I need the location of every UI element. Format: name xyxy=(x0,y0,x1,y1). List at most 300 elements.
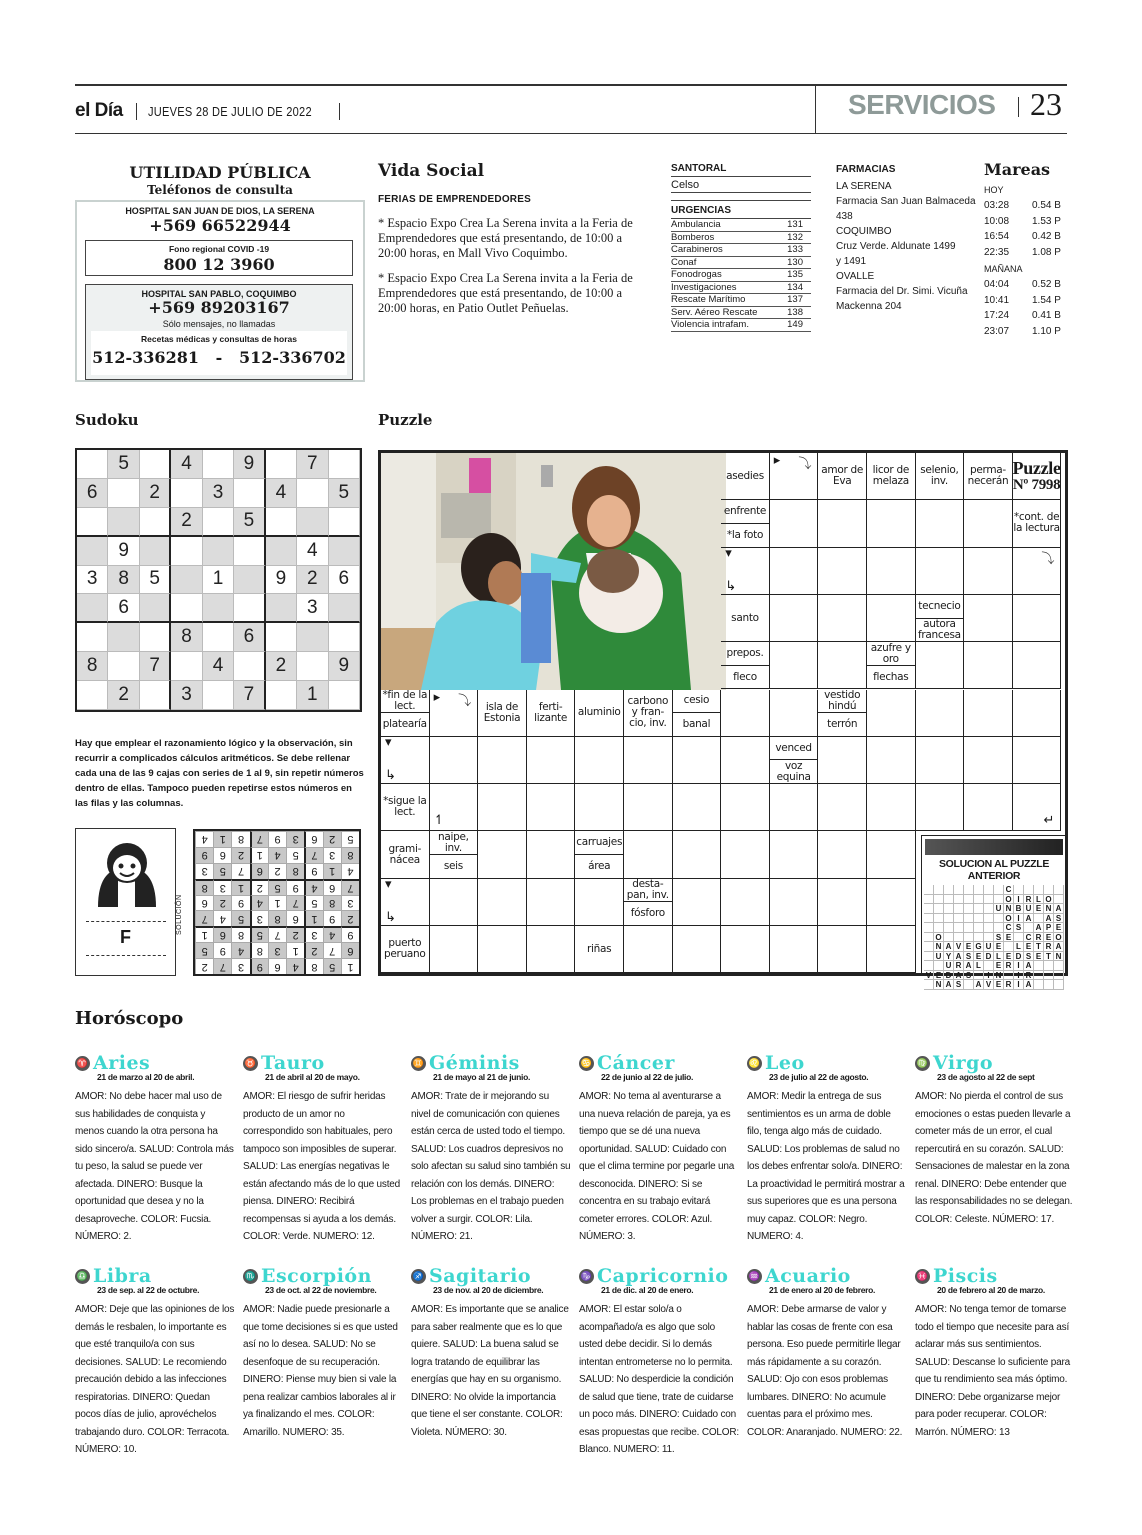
answer-cell[interactable] xyxy=(818,595,867,642)
hospital-pablo-phone: +569 89203167 xyxy=(148,298,290,317)
urgencia-row xyxy=(671,282,811,295)
urgencia-name: Ambulancia xyxy=(671,219,721,230)
hospital-serena-label: HOSPITAL SAN JUAN DE DIOS, LA SERENA xyxy=(125,206,315,216)
solution-letter: D xyxy=(984,952,994,962)
sudoku-cell[interactable] xyxy=(329,450,360,479)
farmacia-line: Farmacia del Dr. Simi. Vicuña xyxy=(836,286,968,297)
answer-cell[interactable] xyxy=(916,642,965,689)
arrow-down-icon: ⤵ xyxy=(1041,551,1055,567)
sudoku-cell[interactable]: 6 xyxy=(329,566,360,595)
sudoku-cell[interactable] xyxy=(77,537,108,566)
sudoku-cell[interactable] xyxy=(203,594,234,623)
covid-label: Fono regional COVID -19 xyxy=(168,244,270,254)
solution-letter xyxy=(964,895,974,905)
clue-fertilizante: ferti-lizante xyxy=(527,690,576,737)
sudoku-cell[interactable] xyxy=(329,508,360,537)
answer-cell[interactable] xyxy=(624,926,673,973)
sudoku-cell[interactable] xyxy=(297,652,328,681)
sudoku-cell[interactable]: 7 xyxy=(234,681,265,710)
sign-text: AMOR: El estar solo/a o acompañado/a es algo que solo usted debe decidir. Si lo demás intentan entrometerse no lo permita. SALUD: No desperdicie la condición de salud que tiene, trate de cuidarse un poco más. DINERO: Cuidado con esas propuestas que recibe. COLOR: Blanco. NUMERO: 11. xyxy=(579,1304,739,1455)
solution-letter xyxy=(1054,885,1064,895)
solution-letter xyxy=(1004,942,1014,952)
sudoku-cell[interactable]: 2 xyxy=(297,566,328,595)
header-divider xyxy=(815,85,816,134)
zodiac-icon: ♍ xyxy=(915,1056,930,1071)
solution-cell: 9 xyxy=(231,895,249,911)
sudoku-cell[interactable] xyxy=(329,537,360,566)
answer-cell[interactable] xyxy=(818,926,867,973)
urgencia-number: 149 xyxy=(787,319,803,330)
sudoku-cell[interactable] xyxy=(297,623,328,652)
utilidad-title: UTILIDAD PÚBLICA xyxy=(129,163,311,182)
sudoku-cell[interactable]: 4 xyxy=(203,652,234,681)
sudoku-cell[interactable]: 3 xyxy=(171,681,202,710)
answer-cell[interactable] xyxy=(867,500,916,547)
solution-letter: A xyxy=(1024,980,1034,990)
solution-cell: 3 xyxy=(304,926,322,942)
answer-cell[interactable] xyxy=(381,734,430,784)
tide-time: 10:08 xyxy=(984,215,1010,227)
answer-cell[interactable] xyxy=(818,642,867,689)
solution-letter: S xyxy=(954,980,964,990)
sudoku-cell[interactable] xyxy=(203,508,234,537)
answer-cell[interactable] xyxy=(721,545,770,595)
solution-letter xyxy=(994,895,1004,905)
tide-value: 0.42 B xyxy=(1032,231,1061,242)
solution-cell: 2 xyxy=(231,847,249,863)
answer-cell[interactable] xyxy=(430,690,479,737)
sudoku-cell[interactable] xyxy=(171,537,202,566)
answer-cell[interactable] xyxy=(430,879,479,926)
solution-cell: 8 xyxy=(268,910,286,926)
answer-cell[interactable] xyxy=(527,784,576,831)
solution-letter: A xyxy=(954,971,964,981)
solution-letter: P xyxy=(1044,923,1054,933)
sudoku-cell[interactable] xyxy=(108,652,139,681)
solution-cell: 2 xyxy=(213,895,231,911)
sudoku-cell[interactable] xyxy=(108,508,139,537)
answer-cell[interactable] xyxy=(818,500,867,547)
arrow-corner-right-icon: ↳ xyxy=(725,578,737,594)
answer-cell[interactable] xyxy=(867,879,916,926)
sudoku-cell[interactable]: 8 xyxy=(108,566,139,595)
sudoku-cell[interactable] xyxy=(77,623,108,652)
answer-cell[interactable] xyxy=(381,876,430,926)
answer-cell[interactable] xyxy=(721,690,770,737)
sudoku-cell[interactable]: 9 xyxy=(266,566,297,595)
sudoku-cell[interactable]: 1 xyxy=(297,681,328,710)
answer-cell[interactable] xyxy=(770,500,819,547)
sudoku-cell[interactable] xyxy=(203,537,234,566)
solution-cell: 7 xyxy=(286,895,304,911)
answer-cell[interactable] xyxy=(867,831,916,878)
solution-letter xyxy=(1014,885,1024,895)
solution-cell: 1 xyxy=(286,942,304,958)
answer-cell[interactable] xyxy=(624,831,673,878)
answer-cell[interactable] xyxy=(818,784,867,831)
solution-cell: 1 xyxy=(231,879,249,895)
tide-value: 0.52 B xyxy=(1032,279,1061,290)
answer-cell[interactable] xyxy=(867,548,916,595)
answer-cell[interactable] xyxy=(721,879,770,926)
sudoku-cell[interactable] xyxy=(234,652,265,681)
answer-cell[interactable] xyxy=(964,737,1013,784)
solution-letter: E xyxy=(1054,923,1064,933)
answer-cell[interactable] xyxy=(478,737,527,784)
vida-social-subtitle: FERIAS DE EMPRENDEDORES xyxy=(378,194,531,205)
solution-letter xyxy=(1014,933,1024,943)
sudoku-cell[interactable]: 2 xyxy=(108,681,139,710)
answer-cell[interactable] xyxy=(867,784,916,831)
answer-cell[interactable] xyxy=(478,926,527,973)
farmacia-line: Mackenna 204 xyxy=(836,301,902,312)
answer-cell[interactable] xyxy=(575,784,624,831)
sudoku-cell[interactable]: 4 xyxy=(171,450,202,479)
sudoku-cell[interactable]: 3 xyxy=(297,594,328,623)
solution-letter xyxy=(984,961,994,971)
answer-cell[interactable] xyxy=(1013,737,1062,784)
answer-cell[interactable] xyxy=(430,926,479,973)
sudoku-cell[interactable] xyxy=(171,566,202,595)
answer-cell[interactable] xyxy=(964,690,1013,737)
photo-vaccination-image xyxy=(381,453,726,690)
sudoku-cell[interactable] xyxy=(234,594,265,623)
sudoku-cell[interactable] xyxy=(140,681,171,710)
answer-cell[interactable] xyxy=(673,737,722,784)
solution-letter xyxy=(1034,885,1044,895)
answer-cell[interactable] xyxy=(770,548,819,595)
sudoku-cell[interactable] xyxy=(140,537,171,566)
solution-letter xyxy=(1044,961,1054,971)
answer-cell[interactable] xyxy=(770,642,819,689)
hospital-pablo-box xyxy=(85,284,353,380)
answer-cell[interactable] xyxy=(721,737,770,784)
solution-cell: 2 xyxy=(304,942,322,958)
sudoku-cell[interactable] xyxy=(77,594,108,623)
sign-name: Géminis xyxy=(429,1052,520,1074)
answer-cell[interactable] xyxy=(673,831,722,878)
solution-letter xyxy=(1004,971,1014,981)
solution-letter: N xyxy=(934,980,944,990)
solution-letter xyxy=(1024,885,1034,895)
solution-letter: E xyxy=(1044,933,1054,943)
sudoku-cell[interactable] xyxy=(297,479,328,508)
answer-cell[interactable] xyxy=(916,500,965,547)
clue-rinas: riñas xyxy=(575,926,624,973)
solution-letter: U xyxy=(1024,904,1034,914)
solution-letter xyxy=(1044,980,1054,990)
sudoku-cell[interactable]: 5 xyxy=(108,450,139,479)
sign-name: Leo xyxy=(765,1052,805,1074)
sudoku-cell[interactable]: 6 xyxy=(234,623,265,652)
solution-letter: E xyxy=(964,942,974,952)
sudoku-cell[interactable]: 7 xyxy=(297,450,328,479)
solution-letter: S xyxy=(1014,923,1024,933)
sudoku-cell[interactable] xyxy=(329,594,360,623)
answer-cell[interactable] xyxy=(430,737,479,784)
urgencia-number: 131 xyxy=(787,219,803,230)
sudoku-cell[interactable]: 9 xyxy=(234,450,265,479)
answer-cell[interactable] xyxy=(770,784,819,831)
sudoku-cell[interactable] xyxy=(203,450,234,479)
sudoku-cell[interactable]: 4 xyxy=(297,537,328,566)
sudoku-cell[interactable]: 5 xyxy=(329,479,360,508)
answer-cell[interactable] xyxy=(867,926,916,973)
answer-cell[interactable] xyxy=(1013,784,1062,831)
solution-cell: 3 xyxy=(323,847,341,863)
answer-cell[interactable] xyxy=(818,548,867,595)
sudoku-cell[interactable]: 8 xyxy=(171,623,202,652)
answer-cell[interactable] xyxy=(964,784,1013,831)
answer-cell[interactable] xyxy=(721,831,770,878)
sudoku-cell[interactable] xyxy=(203,623,234,652)
zodiac-icon: ♉ xyxy=(243,1056,258,1071)
solution-letter: E xyxy=(1034,904,1044,914)
solution-letter xyxy=(984,914,994,924)
clue-flechas: flechas xyxy=(867,666,916,690)
sign-dates: 21 de abril al 20 de mayo. xyxy=(265,1072,360,1082)
santoral-title: SANTORAL xyxy=(671,163,811,177)
tide-time: 03:28 xyxy=(984,200,1010,211)
answer-cell[interactable] xyxy=(1013,642,1062,689)
solution-letter xyxy=(964,904,974,914)
answer-cell[interactable] xyxy=(527,926,576,973)
sudoku-cell[interactable] xyxy=(77,681,108,710)
sudoku-cell[interactable] xyxy=(297,508,328,537)
clue-banal: banal xyxy=(673,713,722,737)
answer-cell[interactable] xyxy=(770,879,819,926)
answer-cell[interactable] xyxy=(673,784,722,831)
sudoku-cell[interactable] xyxy=(329,623,360,652)
arrow-up-corner-icon: ↿ xyxy=(433,813,445,829)
sudoku-cell[interactable]: 5 xyxy=(234,508,265,537)
solution-letter xyxy=(1034,971,1044,981)
solution-letter xyxy=(934,961,944,971)
answer-cell[interactable] xyxy=(721,784,770,831)
answer-cell[interactable] xyxy=(527,879,576,926)
answer-cell[interactable] xyxy=(673,926,722,973)
answer-cell[interactable] xyxy=(624,784,673,831)
sudoku-cell[interactable] xyxy=(266,537,297,566)
sudoku-cell[interactable] xyxy=(140,508,171,537)
answer-cell[interactable] xyxy=(964,642,1013,689)
solution-letter: V xyxy=(954,942,964,952)
sudoku-cell[interactable] xyxy=(171,652,202,681)
solution-cell: 2 xyxy=(341,910,359,926)
answer-cell[interactable] xyxy=(964,500,1013,547)
solution-cell: 4 xyxy=(268,847,286,863)
sudoku-cell[interactable] xyxy=(266,594,297,623)
sign-dates: 21 de dic. al 20 de enero. xyxy=(601,1285,694,1295)
answer-cell[interactable] xyxy=(430,784,479,831)
answer-cell[interactable] xyxy=(867,595,916,642)
answer-cell[interactable] xyxy=(575,737,624,784)
sudoku-cell[interactable] xyxy=(266,450,297,479)
urgencia-row xyxy=(671,269,811,282)
sign-name: Virgo xyxy=(933,1052,994,1074)
solution-letter: A xyxy=(1054,942,1064,952)
clue-carruajes: carruajes xyxy=(575,831,624,855)
solution-cell: 8 xyxy=(250,942,268,958)
solution-cell: 8 xyxy=(323,895,341,911)
page-number: 23 xyxy=(1030,86,1062,122)
sudoku-cell[interactable]: 2 xyxy=(266,652,297,681)
clue-plateria: platearía xyxy=(381,713,430,737)
solution-cell: 6 xyxy=(268,958,286,974)
sudoku-cell[interactable]: 4 xyxy=(266,479,297,508)
sudoku-cell[interactable]: 2 xyxy=(171,508,202,537)
sudoku-cell[interactable] xyxy=(108,623,139,652)
sudoku-cell[interactable] xyxy=(77,508,108,537)
urgencia-number: 134 xyxy=(787,281,803,293)
sudoku-cell[interactable] xyxy=(108,479,139,508)
solution-letter: B xyxy=(1014,904,1024,914)
answer-cell[interactable] xyxy=(673,879,722,926)
solution-cell: 9 xyxy=(286,879,304,895)
horoscope-sign-sagitario xyxy=(411,1265,571,1441)
sudoku-cell[interactable]: 3 xyxy=(203,479,234,508)
sudoku-cell[interactable] xyxy=(140,623,171,652)
solution-letter xyxy=(924,933,934,943)
arrow-down-small-icon: ▾ xyxy=(725,545,732,561)
sudoku-cell[interactable]: 6 xyxy=(108,594,139,623)
answer-cell[interactable] xyxy=(916,690,965,737)
sudoku-cell[interactable] xyxy=(171,479,202,508)
sudoku-cell[interactable] xyxy=(171,594,202,623)
tide-row xyxy=(984,247,1064,263)
answer-cell[interactable] xyxy=(770,453,819,500)
sudoku-cell[interactable] xyxy=(203,681,234,710)
answer-cell[interactable] xyxy=(770,926,819,973)
solution-letter: C xyxy=(1024,933,1034,943)
card-letter: F xyxy=(120,927,131,947)
sudoku-cell[interactable] xyxy=(234,479,265,508)
puzzle-number-label[interactable] xyxy=(1013,453,1062,500)
solution-letter: Y xyxy=(944,952,954,962)
sudoku-cell[interactable]: 7 xyxy=(140,652,171,681)
solution-letter xyxy=(964,933,974,943)
solution-cell: 4 xyxy=(304,879,322,895)
sign-dates: 23 de sep. al 22 de octubre. xyxy=(97,1285,200,1295)
answer-cell[interactable] xyxy=(964,595,1013,642)
answer-cell[interactable] xyxy=(1013,595,1062,642)
clue-azufre: azufre y oro xyxy=(867,642,916,666)
solution-letter: U xyxy=(984,942,994,952)
sudoku-cell[interactable] xyxy=(140,450,171,479)
sudoku-cell[interactable]: 9 xyxy=(329,652,360,681)
arrow-corner-right-icon: ↳ xyxy=(385,768,396,784)
sudoku-cell[interactable]: 6 xyxy=(77,479,108,508)
sign-text: AMOR: Deje que las opiniones de los demás le resbalen, lo importante es que esté tranquilo/a con sus decisiones. SALUD: Le recomiendo precaución debido a las infecciones respiratorias. DINERO: Quedan pocos días de julio, aprovéchelos trabajando duro. COLOR: Terracota. NÚMERO: 10. xyxy=(75,1304,235,1455)
answer-cell[interactable] xyxy=(770,690,819,737)
sudoku-cell[interactable]: 9 xyxy=(108,537,139,566)
sign-dates: 23 de agosto al 22 de sept xyxy=(937,1072,1035,1082)
sign-name: Capricornio xyxy=(597,1265,729,1287)
answer-cell[interactable] xyxy=(1013,690,1062,737)
sudoku-cell[interactable]: 5 xyxy=(140,566,171,595)
sudoku-cell[interactable] xyxy=(140,594,171,623)
solution-letter xyxy=(1034,961,1044,971)
answer-cell[interactable] xyxy=(527,737,576,784)
sudoku-cell[interactable]: 1 xyxy=(203,566,234,595)
answer-cell[interactable] xyxy=(770,831,819,878)
sudoku-cell[interactable] xyxy=(266,623,297,652)
answer-cell[interactable] xyxy=(478,831,527,878)
answer-cell[interactable] xyxy=(916,548,965,595)
answer-cell[interactable] xyxy=(478,879,527,926)
solution-letter xyxy=(964,885,974,895)
answer-cell[interactable] xyxy=(624,737,673,784)
clue-fosforo: fósforo xyxy=(624,902,673,926)
solution-letter: R xyxy=(1004,980,1014,990)
sudoku-cell[interactable] xyxy=(234,537,265,566)
urgencia-name: Rescate Marítimo xyxy=(671,294,746,305)
solution-letter xyxy=(954,914,964,924)
answer-cell[interactable] xyxy=(721,926,770,973)
solution-cell: 7 xyxy=(341,879,359,895)
header-separator xyxy=(1018,97,1019,117)
answer-cell[interactable] xyxy=(916,737,965,784)
tide-value: 1.54 P xyxy=(1032,294,1061,306)
solution-cell: 9 xyxy=(213,942,231,958)
solution-cell: 2 xyxy=(323,831,341,847)
solution-cell: 7 xyxy=(323,942,341,958)
solution-cell: 3 xyxy=(341,895,359,911)
clue-aluminio: aluminio xyxy=(575,690,624,737)
answer-cell[interactable] xyxy=(478,784,527,831)
tide-time: 10:41 xyxy=(984,294,1010,306)
answer-cell[interactable] xyxy=(527,831,576,878)
horoscope-sign-piscis xyxy=(915,1265,1075,1441)
solution-letter: R xyxy=(1024,971,1034,981)
solution-cell: 7 xyxy=(231,863,249,879)
answer-cell[interactable] xyxy=(1013,548,1062,595)
solution-cell: 1 xyxy=(213,831,231,847)
answer-cell[interactable] xyxy=(818,737,867,784)
sudoku-cell[interactable] xyxy=(77,450,108,479)
solution-cell: 8 xyxy=(231,926,249,942)
answer-cell[interactable] xyxy=(916,784,965,831)
solution-cell: 4 xyxy=(323,926,341,942)
zodiac-icon: ♎ xyxy=(75,1269,90,1284)
sudoku-cell[interactable] xyxy=(266,681,297,710)
answer-cell[interactable] xyxy=(867,737,916,784)
sudoku-cell[interactable]: 3 xyxy=(77,566,108,595)
answer-cell[interactable] xyxy=(964,548,1013,595)
solution-cell: 5 xyxy=(268,879,286,895)
solution-letter: A xyxy=(954,952,964,962)
answer-cell[interactable] xyxy=(818,879,867,926)
sign-dates: 23 de oct. al 22 de noviembre. xyxy=(265,1285,377,1295)
urgencia-name: Bomberos xyxy=(671,231,715,243)
solution-letter xyxy=(934,885,944,895)
sudoku-cell[interactable] xyxy=(234,566,265,595)
solution-cell: 7 xyxy=(250,831,268,847)
horoscope-sign-capricornio xyxy=(579,1265,739,1459)
solution-letter: S xyxy=(994,933,1004,943)
header-top-rule xyxy=(75,84,1067,86)
sudoku-cell[interactable]: 8 xyxy=(77,652,108,681)
solution-cell: 3 xyxy=(286,831,304,847)
sudoku-cell[interactable] xyxy=(329,681,360,710)
answer-cell[interactable] xyxy=(818,831,867,878)
answer-cell[interactable] xyxy=(575,879,624,926)
answer-cell[interactable] xyxy=(867,690,916,737)
sudoku-cell[interactable]: 2 xyxy=(140,479,171,508)
sudoku-cell[interactable] xyxy=(266,508,297,537)
solution-letter xyxy=(984,923,994,933)
answer-cell[interactable] xyxy=(770,595,819,642)
